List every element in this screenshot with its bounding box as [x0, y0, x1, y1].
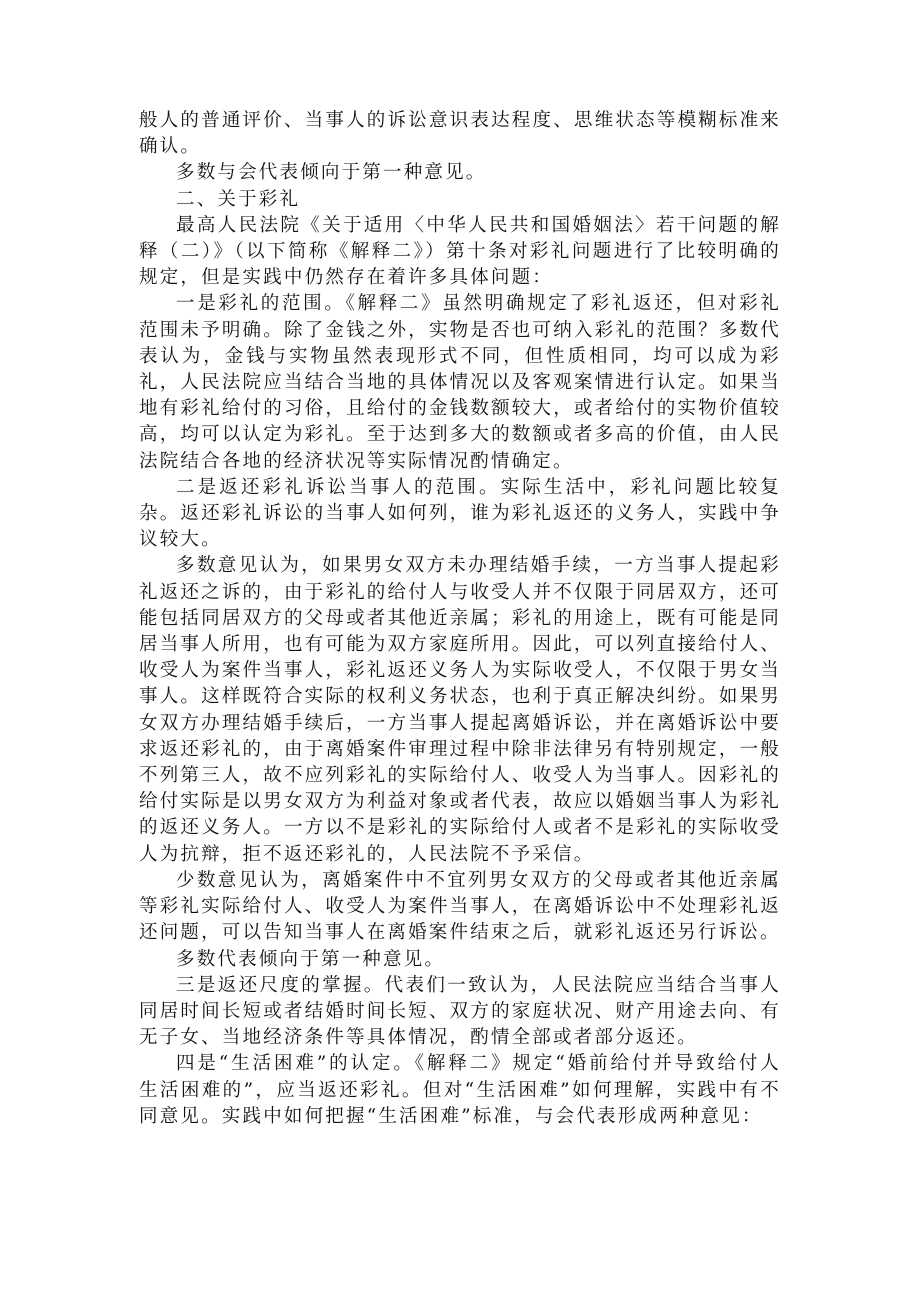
paragraph-return-standard: 三是返还尺度的掌握。代表们一致认为，人民法院应当结合当事人同居时间长短或者结婚时间长短、双方的家庭状况、财产用途去向、有无子女、当地经济条件等具体情况，酌情全部或者部分返还。 — [139, 974, 781, 1049]
paragraph-intro-interpretation: 最高人民法院《关于适用〈中华人民共和国婚姻法〉若干问题的解释（二）》（以下简称《解释二》）第十条对彩礼问题进行了比较明确的规定，但是实践中仍然存在着许多具体问题： — [139, 214, 781, 289]
section-heading-betrothal-gifts: 二、关于彩礼 — [176, 188, 301, 210]
paragraph-majority-view-2: 多数代表倾向于第一种意见。 — [176, 948, 446, 970]
paragraph-majority-view-1: 多数与会代表倾向于第一种意见。 — [176, 162, 487, 184]
paragraph-parties-scope: 二是返还彩礼诉讼当事人的范围。实际生活中，彩礼问题比较复杂。返还彩礼诉讼的当事人如何列，谁为彩礼返还的义务人，实践中争议较大。 — [139, 476, 781, 551]
paragraph-living-difficulty: 四是“生活困难”的认定。《解释二》规定“婚前给付并导致给付人生活困难的”，应当返还彩礼。但对“生活困难”如何理解，实践中有不同意见。实践中如何把握“生活困难”标准，与会代表形成两种意见： — [139, 1053, 781, 1127]
paragraph-scope-of-gifts: 一是彩礼的范围。《解释二》虽然明确规定了彩礼返还，但对彩礼范围未予明确。除了金钱之外，实物是否也可纳入彩礼的范围？多数代表认为，金钱与实物虽然表现形式不同，但性质相同，均可以成为彩礼，人民法院应当结合当地的具体情况以及客观案情进行认定。如果当地有彩礼给付的习俗，且给付的金钱数额较大，或者给付的实物价值较高，均可以认定为彩礼。至于达到多大的数额或者多高的价值，由人民法院结合各地的经济状况等实际情况酌情确定。 — [139, 293, 781, 472]
paragraph-continuation: 般人的普通评价、当事人的诉讼意识表达程度、思维状态等模糊标准来确认。 — [139, 110, 781, 158]
document-body — [139, 108, 781, 1130]
paragraph-minority-opinion: 少数意见认为，离婚案件中不宜列男女双方的父母或者其他近亲属等彩礼实际给付人、收受人为案件当事人，在离婚诉讼中不处理彩礼返还问题，可以告知当事人在离婚案件结束之后，就彩礼返还另行诉讼。 — [139, 869, 781, 944]
paragraph-majority-opinion: 多数意见认为，如果男女双方未办理结婚手续，一方当事人提起彩礼返还之诉的，由于彩礼的给付人与收受人并不仅限于同居双方，还可能包括同居双方的父母或者其他近亲属；彩礼的用途上，既有可能是同居当事人所用，也有可能为双方家庭所用。因此，可以列直接给付人、收受人为案件当事人，彩礼返还义务人为实际收受人，不仅限于男女当事人。这样既符合实际的权利义务状态，也利于真正解决纠纷。如果男女双方办理结婚手续后，一方当事人提起离婚诉讼，并在离婚诉讼中要求返还彩礼的，由于离婚案件审理过程中除非法律另有特别规定，一般不列第三人，故不应列彩礼的实际给付人、收受人为当事人。因彩礼的给付实际是以男女双方为利益对象或者代表，故应以婚姻当事人为彩礼的返还义务人。一方以不是彩礼的实际给付人或者不是彩礼的实际收受人为抗辩，拒不返还彩礼的，人民法院不予采信。 — [139, 555, 781, 865]
